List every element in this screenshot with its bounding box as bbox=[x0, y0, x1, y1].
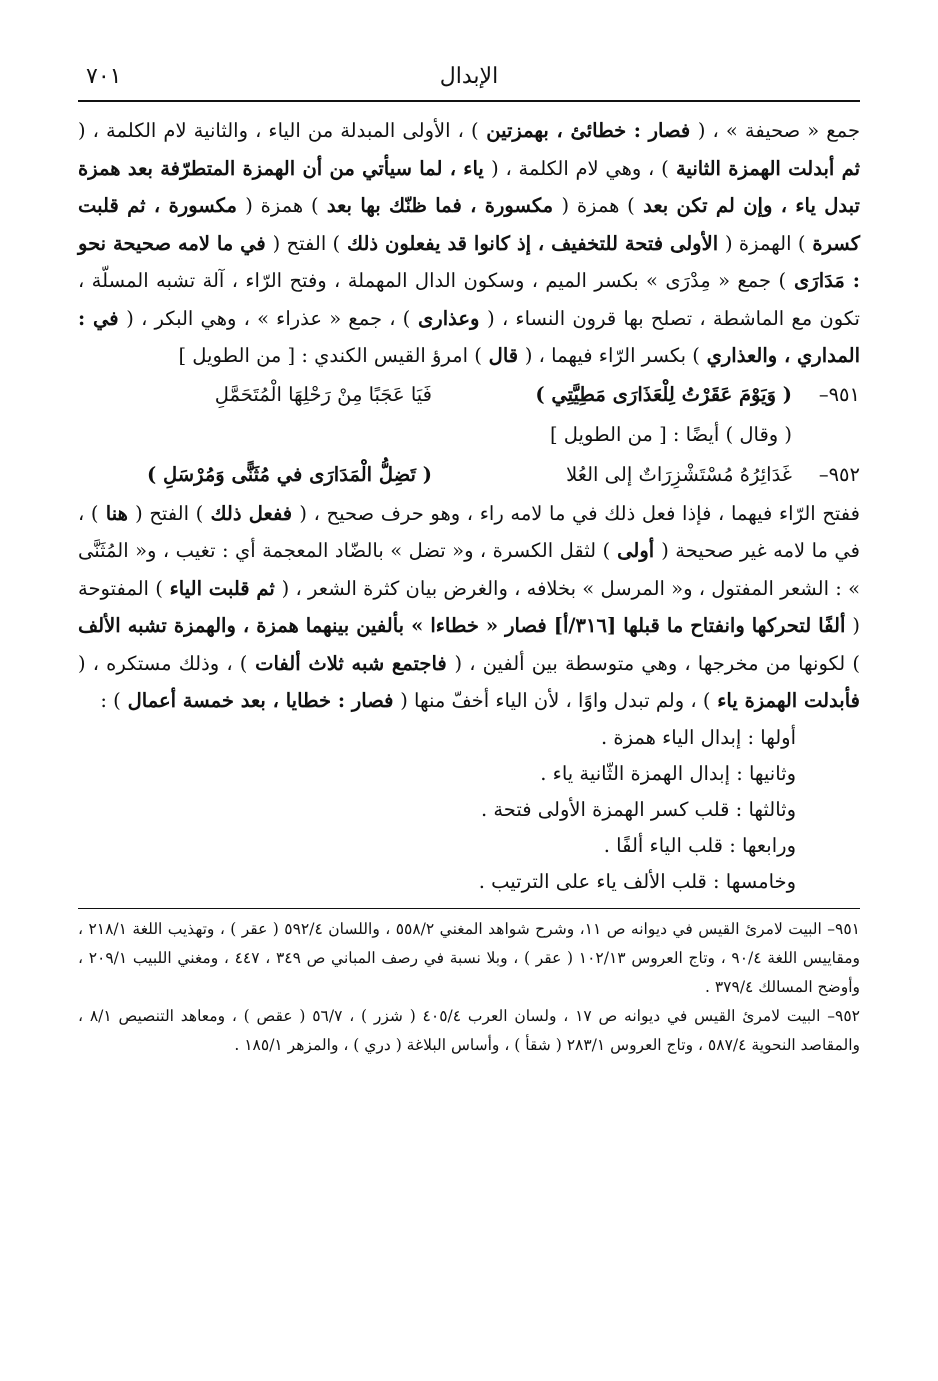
list-item: وثانيها : إبدال الهمزة الثّانية ياء . bbox=[540, 761, 796, 785]
sharh-text: ) امرؤ القيس الكندي : [ من الطويل ] bbox=[178, 344, 482, 367]
sharh-text: ) ، الأولى المبدلة من الياء ، والثانية لام الكلمة ، ( bbox=[78, 119, 479, 142]
list-item: وخامسها : قلب الألف ياء على الترتيب . bbox=[478, 869, 796, 893]
verse-intro: ( وقال ) أيضًا : [ من الطويل ] bbox=[549, 422, 792, 446]
matn-text: فصار : خطايا ، بعد خمسة أعمال bbox=[120, 689, 401, 712]
matn-text: فصار : خطائئ ، بهمزتين bbox=[478, 119, 698, 142]
matn-text: ثم أبدلت الهمزة الثانية bbox=[668, 156, 861, 180]
footnote-951: ٩٥١– البيت لامرئ القيس في ديوانه ص ١١، وشرح شواهد المغني ٥٥٨/٢ ، واللسان ٥٩٢/٤ ( عقر ) ، وتهذيب اللغة ٢١٨/١ ، ومقاييس اللغة ٩٠/٤ ، وتاج العروس ١٠٢/١٣ ( عقر ) ، وبلا نسبة في رصف المباني ص ٣٤٩ ، ٤٤٧ ، ومغني اللبيب ٢٠٩/١ ، وأوضح المسالك ٣٧٩/٤ . bbox=[78, 919, 861, 996]
chapter-title: الإبدال bbox=[439, 64, 499, 89]
verse-first-hemistich: غَدَائِرُهُ مُسْتَشْزِرَاتٌ إلى العُلا bbox=[566, 462, 792, 486]
sharh-text: ) لثقل الكسرة ، و« تضل » بالضّاد المعجمة أي : تغيب ، و« المُثَنَّى » : الشعر المفتول ، و« المرسل » بخلافه ، والغرض بيان كثرة الشعر ، ( bbox=[78, 539, 860, 600]
matn-text: ياء ، لما سيأتي من أن الهمزة المتطرّفة بعد همزة تبدل ياء ، وإن لم تكن بعد bbox=[78, 156, 860, 217]
matn-text: مكسورة ، فما ظنّك بها بعد bbox=[318, 194, 562, 217]
sharh-text: ) بكسر الرّاء فيهما ، ( bbox=[524, 344, 700, 367]
matn-text: هنا bbox=[98, 501, 136, 525]
matn-text: في : المداري ، والعذاري bbox=[78, 306, 860, 367]
steps-list bbox=[78, 720, 860, 900]
paragraph-2 bbox=[78, 495, 860, 720]
matn-text: ثم قلبت الياء bbox=[162, 576, 282, 600]
matn-text: ففعل ذلك bbox=[203, 501, 300, 525]
verse-second-hemistich: ( تَضِلُّ الْمَدَارَى في مُثَنًّى وَمُرْسَلِ ) bbox=[146, 462, 432, 486]
verse-second-hemistich: فَيَا عَجَبًا مِنْ رَحْلِهَا الْمُتَحَمَّلِ bbox=[214, 382, 432, 406]
matn-text: ألفًا لتحركها وانفتاح ما قبلها [٣١٦/أ] فصار « خطاءا » بألفين بينهما همزة ، والهمزة تشبه الألف bbox=[78, 614, 853, 637]
verse-number: ٩٥٢– bbox=[818, 462, 860, 486]
list-item: وثالثها : قلب كسر الهمزة الأولى فتحة . bbox=[480, 797, 796, 821]
sharh-text: ) لكونها من مخرجها ، وهي متوسطة بين ألفين ، ( bbox=[454, 651, 860, 675]
list-item: ورابعها : قلب الياء ألفًا . bbox=[603, 833, 796, 857]
matn-text: وعذارى bbox=[410, 306, 488, 330]
running-head bbox=[78, 62, 860, 102]
sharh-text: ) جمع « مِدْرَى » بكسر الميم ، وسكون الدال المهملة ، وفتح الرّاء ، آلة تشبه المسلّة ، تكون مع الماشطة ، تصلح بها قرون النساء ، ( bbox=[78, 269, 860, 330]
paragraph-1 bbox=[78, 112, 860, 375]
sharh-text: ) ، وهي لام الكلمة ، ( bbox=[491, 156, 669, 180]
footnote-952: ٩٥٢– البيت لامرئ القيس في ديوانه ص ١٧ ، ولسان العرب ٤٠٥/٤ ( شزر ) ، ٥٦/٧ ( عقص ) ، ومعاهد التنصيص ٨/١ ، والمقاصد النحوية ٥٨٧/٤ ، وتاج العروس ٢٨٣/١ ( شقأ ) ، وأساس البلاغة ( دري ) ، والمزهر ١٨٥/١ . bbox=[78, 1006, 860, 1054]
matn-text: في ما لامه صحيحة نحو : مَدَارَى bbox=[78, 231, 860, 292]
matn-text: فاجتمع شبه ثلاث ألفات bbox=[247, 651, 455, 675]
sharh-text: ففتح الرّاء فيهما ، فإذا فعل ذلك في ما لامه راء ، وهو حرف صحيح ، ( bbox=[299, 501, 860, 525]
sharh-text: ) : bbox=[100, 689, 121, 712]
verse-number: ٩٥١– bbox=[818, 382, 860, 406]
verse-first-hemistich: ( وَيَوْمَ عَقَرْتُ لِلْعَذَارَى مَطِيَّتِي ) bbox=[535, 382, 792, 406]
sharh-text: ) الفتح ( bbox=[272, 231, 341, 255]
matn-text: مكسورة ، ثم قلبت كسرة bbox=[78, 194, 860, 255]
sharh-text: ) الهمزة ( bbox=[725, 231, 806, 255]
sharh-text: جمع « صحيفة » ، ( bbox=[697, 119, 860, 142]
sharh-text: ) الفتح ( bbox=[135, 501, 204, 525]
matn-text: فأبدلت الهمزة ياء bbox=[710, 689, 860, 712]
footnotes bbox=[78, 908, 860, 1060]
main-text bbox=[78, 112, 860, 900]
verse-952 bbox=[78, 455, 860, 495]
list-item: أولها : إبدال الياء همزة . bbox=[600, 725, 796, 749]
sharh-text: ) ، جمع « عذراء » ، وهي البكر ، ( bbox=[126, 306, 411, 330]
sharh-text: ) همزة ( bbox=[245, 194, 319, 217]
matn-text: قال bbox=[481, 344, 525, 367]
sharh-text: ) المفتوحة ( bbox=[78, 576, 860, 637]
sharh-text: ) ، ولم تبدل واوًا ، لأن الياء أخفّ منها ( bbox=[400, 689, 711, 712]
sharh-text: ) ، وذلك مستكره ، ( bbox=[78, 651, 248, 675]
verse-951 bbox=[78, 375, 860, 415]
matn-text: الأولى فتحة للتخفيف ، إذ كانوا قد يفعلون ذلك bbox=[340, 231, 726, 255]
page-number: ٧٠١ bbox=[86, 64, 122, 89]
sharh-text: ) همزة ( bbox=[561, 194, 635, 217]
sharh-text: ) ، في ما لامه غير صحيحة ( bbox=[78, 501, 860, 562]
matn-text: أولى bbox=[610, 539, 662, 562]
